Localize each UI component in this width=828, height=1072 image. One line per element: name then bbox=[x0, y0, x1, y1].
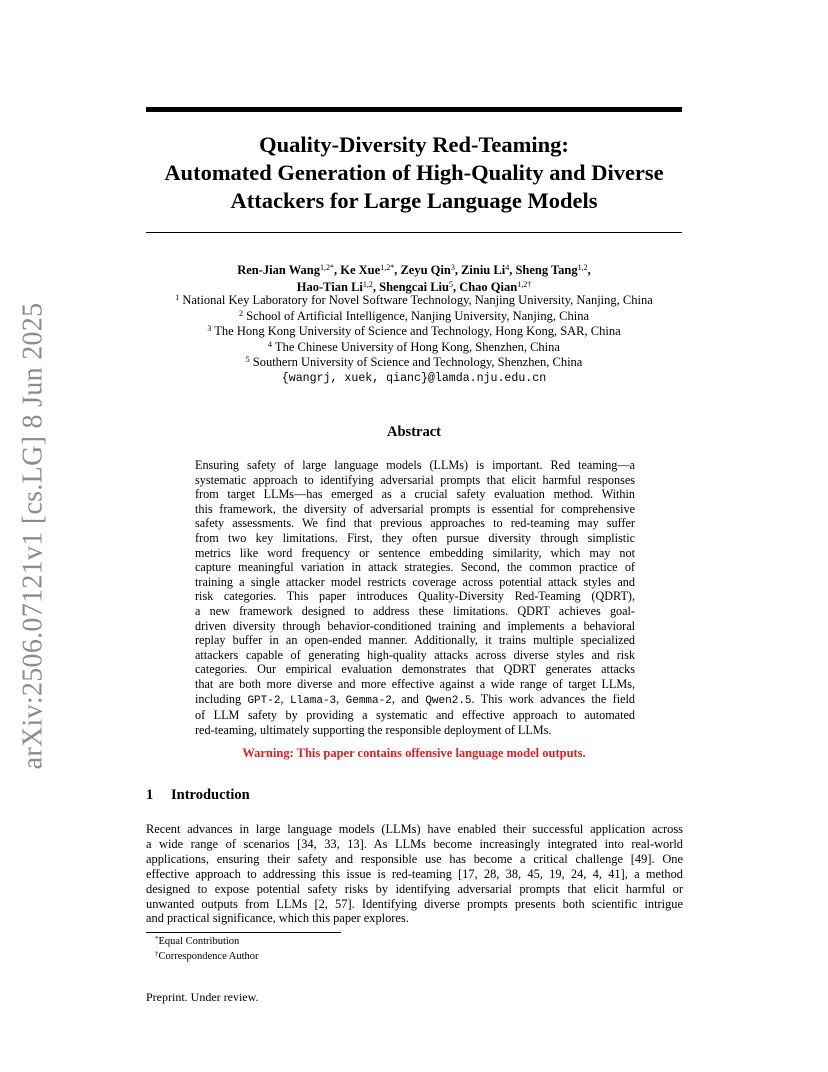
abstract-line: from target LLMs—has emerged as a crucial safety evaluation method. Within bbox=[195, 487, 635, 502]
intro-line: unwanted outputs from LLMs [2, 57]. Identifying diverse prompts presents both scientific intrigue bbox=[146, 896, 683, 911]
abstract-line: driven diversity through behavior-conditioned training and implements a behavioral bbox=[195, 618, 635, 633]
abstract-line: safety assessments. We find that previous approaches to red-teaming may suffer bbox=[195, 516, 635, 531]
abstract-line: systematic approach to identifying adversarial prompts that elicit harmful responses bbox=[195, 472, 635, 487]
affiliation-line: $^5$ Southern University of Science and Technology, Shenzhen, China bbox=[245, 355, 583, 369]
title-line: Automated Generation of High-Quality and Diverse bbox=[164, 160, 664, 185]
intro-line: a wide range of scenarios [34, 33, 13]. As LLMs become increasingly integrated into real-world bbox=[146, 836, 683, 851]
model-name: GPT-2 bbox=[247, 694, 281, 707]
abstract-line: capture meaningful variation in attack strategies. Second, the common practice of bbox=[195, 560, 635, 575]
author-sup: 1,2* bbox=[380, 263, 395, 272]
affiliation-line: $^1$ National Key Laboratory for Novel Software Technology, Nanjing University, Nanjing, China bbox=[175, 293, 653, 307]
author-list bbox=[146, 262, 682, 296]
arxiv-identifier bbox=[16, 302, 50, 770]
author-name: Sheng Tang bbox=[515, 263, 578, 277]
author-email[interactable]: {wangrj, xuek, qianc}@lamda.nju.edu.cn bbox=[281, 371, 547, 385]
author-name: Shengcai Liu bbox=[379, 280, 449, 294]
intro-line: applications, ensuring their safety and responsible use has become a critical challenge [49]. One bbox=[146, 851, 683, 866]
abstract-line: that are both more diverse and more effective against a wide range of target LLMs, bbox=[195, 676, 635, 691]
abstract-line: replay buffer in an open-ended manner. Additionally, it trains multiple specialized bbox=[195, 633, 635, 648]
intro-line: effective approach to addressing this issue is red-teaming [17, 28, 38, 45, 19, 24, 4, 41], a method bbox=[146, 866, 683, 881]
abstract-line: from two key limitations. First, they often pursue diversity through simplistic bbox=[195, 530, 635, 545]
section-number: 1 bbox=[146, 787, 154, 803]
title-line: Quality-Diversity Red-Teaming: bbox=[259, 132, 569, 157]
affiliation-line: $^2$ School of Artificial Intelligence, Nanjing University, Nanjing, China bbox=[239, 308, 589, 323]
intro-line: and practical significance, which this paper explores. bbox=[146, 911, 409, 926]
author-line-2: Hao-Tian Li$^{1,2}$, Shengcai Liu$^5$, Chao Qian$^{1,2\dagger}$ bbox=[296, 280, 532, 294]
abstract-line: metrics like word frequency or sentence embedding similarity, which may not bbox=[195, 545, 635, 560]
footnote-rule bbox=[146, 932, 341, 933]
section-heading bbox=[146, 787, 250, 804]
abstract-line: Ensuring safety of large language models (LLMs) is important. Red teaming—a bbox=[195, 458, 635, 472]
author-name: Ke Xue bbox=[340, 263, 381, 277]
abstract-line: categories. Our empirical evaluation demonstrates that QDRT generates attacks bbox=[195, 662, 635, 677]
paper-title bbox=[146, 131, 682, 215]
intro-line: Recent advances in large language models (LLMs) have enabled their successful application across bbox=[146, 822, 683, 836]
abstract-line-models: including GPT-2, Llama-3, Gemma-2, and Qwen2.5. This work advances the field bbox=[195, 691, 636, 707]
author-name: Ziniu Li bbox=[461, 263, 506, 277]
abstract-line: this framework, the diversity of adversarial prompts is essential for comprehensive bbox=[195, 501, 635, 516]
author-sup: 1,2† bbox=[517, 280, 532, 289]
abstract-line: a new framework designed to address these limitations. QDRT achieves goal- bbox=[195, 603, 635, 618]
author-name: Ren-Jian Wang bbox=[237, 263, 320, 277]
section-title: Introduction bbox=[171, 787, 250, 803]
author-sup: 4 bbox=[505, 263, 510, 272]
author-sup: 1,2 bbox=[577, 263, 588, 272]
preprint-note: Preprint. Under review. bbox=[146, 990, 259, 1004]
content-warning: Warning: This paper contains offensive language model outputs. bbox=[242, 746, 586, 760]
abstract-body bbox=[195, 458, 635, 737]
author-sup: 1,2* bbox=[320, 263, 334, 272]
author-name: Hao-Tian Li bbox=[296, 280, 363, 294]
abstract-line: risk categories. This paper introduces Quality-Diversity Red-Teaming (QDRT), bbox=[195, 589, 635, 604]
title-rule-bottom bbox=[146, 232, 682, 233]
footnote: *Equal Contribution bbox=[155, 935, 240, 947]
title-line: Attackers for Large Language Models bbox=[230, 188, 598, 213]
title-rule-top bbox=[146, 107, 682, 112]
author-name: Zeyu Qin bbox=[400, 263, 451, 277]
affiliations bbox=[120, 293, 708, 386]
abstract-line: of LLM safety by providing a systematic and effective approach to automated bbox=[195, 708, 635, 723]
affiliation-line: $^4$ The Chinese University of Hong Kong, Shenzhen, China bbox=[268, 339, 560, 354]
model-name: Gemma-2 bbox=[345, 694, 392, 707]
abstract-line: training a single attacker model restricts coverage across potential attack styles and bbox=[195, 574, 635, 589]
affiliation-line: $^3$ The Hong Kong University of Science and Technology, Hong Kong, SAR, China bbox=[207, 324, 621, 338]
author-line-1: Ren-Jian Wang$^{1,2*}$, Ke Xue$^{1,2*}$, Zeyu Qin$^3$, Ziniu Li$^4$, Sheng Tang$^{1,2}$, bbox=[237, 263, 591, 277]
abstract-heading: Abstract bbox=[387, 424, 441, 440]
author-sup: 3 bbox=[450, 263, 455, 272]
footnote: †Correspondence Author bbox=[155, 950, 259, 962]
abstract-line: red-teaming, ultimately supporting the responsible deployment of LLMs. bbox=[195, 722, 552, 737]
model-name: Qwen2.5 bbox=[425, 694, 472, 707]
intro-line: designed to expose potential safety risks by identifying adversarial prompts that elicit harmful or bbox=[146, 881, 683, 896]
abstract-line: attackers capable of generating high-quality attacks across diverse styles and risk bbox=[195, 647, 635, 662]
model-name: Llama-3 bbox=[289, 694, 337, 707]
intro-paragraph bbox=[146, 822, 683, 926]
author-sup: 5 bbox=[448, 280, 453, 289]
arxiv-identifier-text: arXiv:2506.07121v1 [cs.LG] 8 Jun 2025 bbox=[17, 302, 49, 770]
author-sup: 1,2 bbox=[362, 280, 373, 289]
author-name: Chao Qian bbox=[459, 280, 518, 294]
